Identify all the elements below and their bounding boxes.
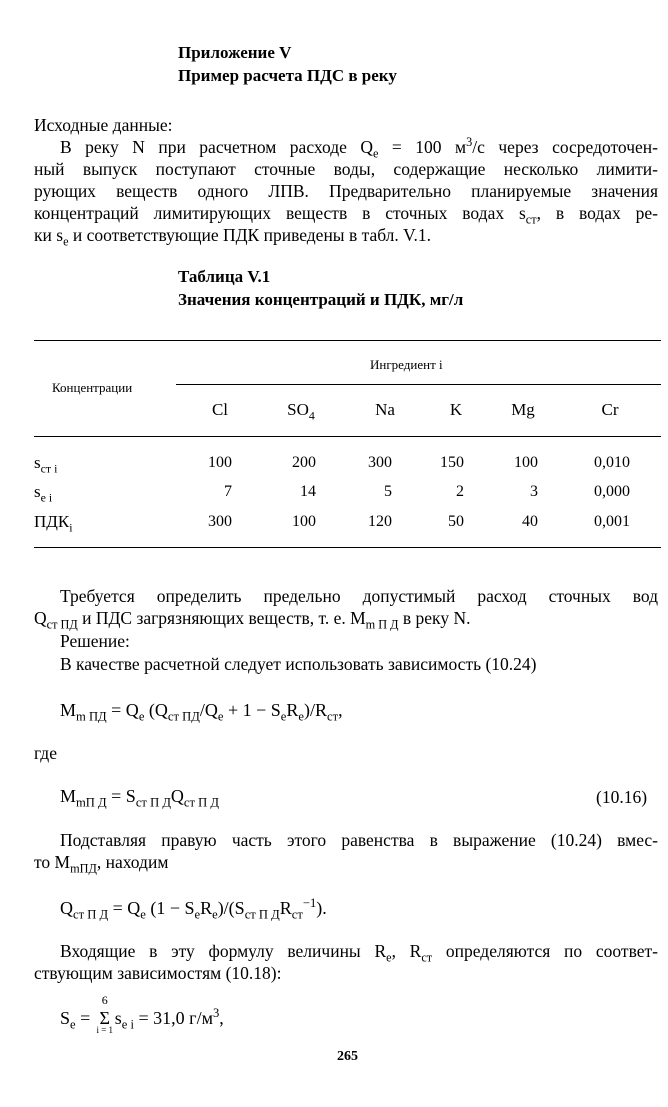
row-label: $ПДК_i$ bbox=[34, 512, 73, 535]
table-cell: 0,001 bbox=[594, 513, 630, 530]
header-ingredient: Ингредиент i bbox=[370, 357, 443, 372]
formula-10-24: $M_{m ПД} = Q_e$ $(Q_{ст ПД}/Q_e + 1 - S_eR_e)/R_{ст}$, bbox=[60, 700, 343, 724]
table-bottom-rule bbox=[34, 547, 661, 548]
where-label: где bbox=[34, 743, 57, 763]
quantities-paragraph bbox=[34, 940, 658, 984]
table-cell: 200 bbox=[292, 454, 316, 471]
quantities-line: ствующим зависимостям (10.18): bbox=[34, 963, 282, 983]
table-cell: 0,000 bbox=[594, 483, 630, 500]
solution-text: В качестве расчетной следует использовать зависимость (10.24) bbox=[60, 654, 537, 674]
intro-line: рующих веществ одного ЛПВ. Предварительно планируемые значения bbox=[34, 181, 658, 201]
table-cell: 150 bbox=[440, 454, 464, 471]
table-cell: 2 bbox=[456, 483, 464, 500]
table-cell: 7 bbox=[224, 483, 232, 500]
substitution-line: Подставляя правую часть этого равенства в выражение (10.24) вмес- bbox=[60, 830, 658, 850]
column-header-mg: Mg bbox=[511, 400, 535, 419]
equation-number: (10.16) bbox=[596, 787, 648, 807]
appendix-title: Приложение V bbox=[178, 43, 292, 62]
intro-paragraph bbox=[34, 135, 659, 249]
formula-se-sum: $S_e$ = 6 Σ i = 1 $s_{e i} = 31,0$ $г/м^3$, bbox=[60, 993, 224, 1035]
formula-10-16: $M_{mП Д} = S_{ст П Д}Q_{ст П Д}$ bbox=[60, 786, 219, 810]
table-cell: 100 bbox=[292, 513, 316, 530]
table-cell: 100 bbox=[514, 454, 538, 471]
table-cell: 3 bbox=[530, 483, 538, 500]
table-cell: 0,010 bbox=[594, 454, 630, 471]
table-cell: 5 bbox=[384, 483, 392, 500]
substitution-line: то $М_{mПД}$, находим bbox=[34, 852, 169, 876]
row-label: $s_{ст i}$ bbox=[34, 453, 58, 476]
requirement-line: Требуется определить предельно допустимый расход сточных вод bbox=[60, 586, 658, 606]
table-caption: Таблица V.1 bbox=[178, 267, 271, 286]
solution-label: Решение: bbox=[60, 631, 130, 651]
intro-line: концентраций лимитирующих веществ в сточных водах $s_{ст}$, в водах ре- bbox=[34, 203, 659, 227]
table-cell: 40 bbox=[522, 513, 538, 530]
requirement-paragraph bbox=[34, 585, 658, 632]
column-header-k: K bbox=[449, 400, 463, 419]
table-cell: 100 bbox=[208, 454, 232, 471]
intro-line: ный выпуск поступают сточные воды, содержащие несколько лимити- bbox=[34, 159, 658, 179]
intro-line: ки $s_е$ и соответствующие ПДК приведены в табл. V.1. bbox=[34, 225, 432, 249]
header-sub-rule bbox=[176, 384, 661, 385]
table-cell: 120 bbox=[368, 513, 392, 530]
initial-data-label: Исходные данные: bbox=[34, 115, 173, 135]
summation-symbol: 6 Σ i = 1 bbox=[96, 993, 114, 1035]
substitution-paragraph bbox=[34, 829, 658, 876]
header-concentration: Концентрации bbox=[52, 380, 133, 395]
column-header-na: Na bbox=[375, 400, 395, 419]
table-title: Значения концентраций и ПДК, мг/л bbox=[178, 290, 464, 309]
table-cell: 300 bbox=[208, 513, 232, 530]
header-bottom-rule bbox=[34, 436, 661, 437]
appendix-subtitle: Пример расчета ПДС в реку bbox=[178, 66, 397, 85]
column-header-cr: Cr bbox=[601, 400, 619, 419]
column-header-so4: $SO_4$ bbox=[287, 400, 315, 423]
table-cell: 300 bbox=[368, 454, 392, 471]
table-top-rule bbox=[34, 340, 661, 341]
intro-line: В реку N при расчетном расходе $Q_e = 100$ $м^3/с$ через сосредоточен- bbox=[60, 135, 658, 161]
page-number: 265 bbox=[337, 1049, 358, 1064]
column-header-cl: Cl bbox=[211, 400, 229, 419]
quantities-line: Входящие в эту формулу величины $R_e$, $R_{ст}$ определяются по соответ- bbox=[60, 941, 658, 965]
table-cell: 50 bbox=[448, 513, 464, 530]
row-label: $s_{e i}$ bbox=[34, 482, 53, 505]
requirement-line: $Q_{ст ПД}$ и ПДС загрязняющих веществ, т. е. $М_{m П Д}$ в реку N. bbox=[34, 608, 471, 632]
table-cell: 14 bbox=[300, 483, 316, 500]
formula-q-stpd: $Q_{ст П Д} = Q_e$ $(1 - S_eR_e)/(S_{ст П Д}R_{ст}^{-1})$. bbox=[60, 896, 327, 922]
